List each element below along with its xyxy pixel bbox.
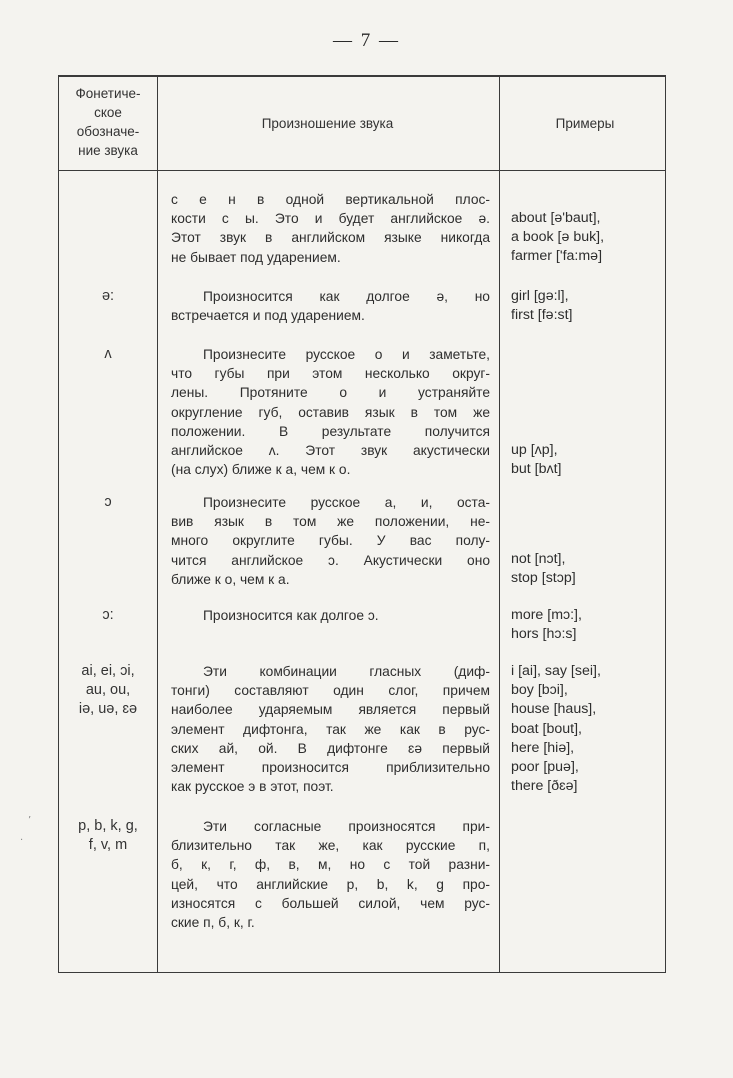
row-symbol: [60, 287, 156, 306]
example-line: hors [hɔ:s]: [511, 626, 577, 643]
description-line: с е н в одной вертикальной плос-: [171, 192, 490, 207]
row-symbol: [60, 662, 156, 719]
row-symbol: [60, 493, 156, 512]
symbol-line: ɔ:: [102, 607, 114, 623]
column-divider-2: [499, 75, 500, 973]
description-line: встречается и под ударением.: [171, 308, 365, 324]
description-line: много округлите губы. У вас полу-: [171, 533, 490, 549]
row-examples: [511, 287, 671, 325]
header-symbol-column: [62, 84, 154, 160]
description-line: Этот звук в английском языке никогда: [171, 230, 490, 246]
example-line: about [ə'baut],: [511, 210, 601, 226]
description-line: округление губ, оставив язык в том же: [171, 404, 490, 420]
example-line: not [nɔt],: [511, 551, 566, 567]
row-examples: [511, 662, 671, 796]
description-line: ские п, б, к, г.: [171, 915, 255, 931]
row-symbol: [60, 345, 156, 364]
symbol-line: ə:: [101, 288, 115, 304]
row-description: [171, 606, 490, 625]
row-symbol: [60, 817, 156, 855]
row-description: [171, 493, 490, 589]
description-line: лены. Протяните о и устраняйте: [171, 385, 490, 401]
description-line: элемент дифтонга, так же как в рус-: [171, 721, 490, 737]
row-description: [171, 817, 490, 932]
header-bottom-rule: [58, 170, 666, 171]
header-symbol-line: ние звука: [78, 143, 138, 158]
symbol-line: ɔ: [104, 494, 112, 510]
example-line: there [ðɛə]: [511, 778, 578, 795]
description-line: ближе к о, чем к а.: [171, 571, 290, 587]
description-line: б, к, г, ф, в, м, но с той разни-: [171, 857, 490, 873]
symbol-line: f, v, m: [88, 837, 128, 853]
description-line: износятся с большей силой, чем рус-: [171, 895, 490, 911]
example-line: first [fə:st]: [511, 307, 573, 324]
example-line: house [haus],: [511, 701, 597, 718]
symbol-line: au, ou,: [85, 682, 131, 698]
description-line: Произнесите русское о и заметьте,: [203, 347, 490, 362]
header-pronunciation-column: Произношение звука: [261, 116, 394, 131]
header-symbol-line: ское: [94, 105, 122, 120]
table-bottom-rule: [58, 972, 666, 973]
description-line: чится английское ɔ. Акустически оно: [171, 552, 490, 568]
description-line: Эти комбинации гласных (диф-: [203, 664, 490, 679]
row-description: [171, 190, 490, 267]
description-line: что губы при этом несколько округ-: [171, 366, 490, 382]
row-examples: [511, 209, 671, 267]
header-symbol-line: обозначе-: [76, 124, 140, 139]
row-description: [171, 662, 490, 796]
description-line: кости с ы. Это и будет английское ə.: [171, 211, 490, 227]
description-line: не бывает под ударением.: [171, 249, 341, 265]
example-line: girl [gə:l],: [511, 288, 569, 304]
header-examples-column: Примеры: [555, 116, 615, 131]
description-line: наиболее ударяемым является первый: [171, 702, 490, 718]
row-examples: [511, 550, 671, 588]
column-divider-1: [157, 75, 158, 973]
description-line: элемент произносится приблизительно: [171, 760, 490, 776]
example-line: stop [stɔp]: [511, 570, 576, 587]
symbol-line: iə, uə, ɛə: [78, 701, 138, 717]
description-line: положении. В результате получится: [171, 423, 490, 439]
description-line: тонги) составляют один слог, причем: [171, 683, 490, 699]
description-line: Произнесите русское а, и, оста-: [203, 495, 490, 510]
example-line: boy [bɔi],: [511, 682, 568, 699]
table-top-rule: [58, 75, 666, 77]
row-description: [171, 287, 490, 325]
scan-speck: ·: [20, 835, 24, 846]
example-line: more [mɔ:],: [511, 607, 582, 623]
description-line: ских ай, ой. В дифтонге ɛə первый: [171, 740, 490, 756]
description-line: (на слух) ближе к а, чем к о.: [171, 462, 351, 478]
example-line: i [ai], say [sei],: [511, 663, 601, 679]
row-examples: [511, 606, 671, 644]
example-line: here [hiə],: [511, 739, 575, 756]
example-line: but [bʌt]: [511, 461, 562, 478]
row-examples: [511, 441, 671, 479]
description-line: как русское э в этот, поэт.: [171, 779, 334, 795]
symbol-line: p, b, k, g,: [78, 818, 138, 834]
example-line: farmer ['fa:mə]: [511, 248, 603, 265]
symbol-line: ai, ei, ɔi,: [81, 663, 135, 679]
example-line: up [ʌp],: [511, 442, 558, 458]
symbol-line: ʌ: [104, 346, 112, 362]
header-symbol-line: Фонетиче-: [75, 86, 141, 101]
row-description: [171, 345, 490, 479]
page-number: — 7 —: [333, 30, 400, 51]
description-line: Эти согласные произносятся при-: [203, 819, 490, 834]
example-line: poor [puə],: [511, 759, 579, 776]
example-line: boat [bout],: [511, 720, 582, 737]
description-line: вив язык в том же положении, не-: [171, 514, 490, 530]
row-symbol: [60, 606, 156, 625]
description-line: английское ʌ. Этот звук акустически: [171, 443, 490, 459]
description-line: Произносится как долгое ə, но: [203, 289, 490, 304]
description-line: близительно так же, как русские п,: [171, 838, 490, 854]
description-line: цей, что английские p, b, k, g про-: [171, 876, 490, 892]
example-line: a book [ə buk],: [511, 229, 605, 246]
scan-speck: ’: [28, 815, 32, 826]
description-line: Произносится как долгое ɔ.: [203, 608, 379, 623]
